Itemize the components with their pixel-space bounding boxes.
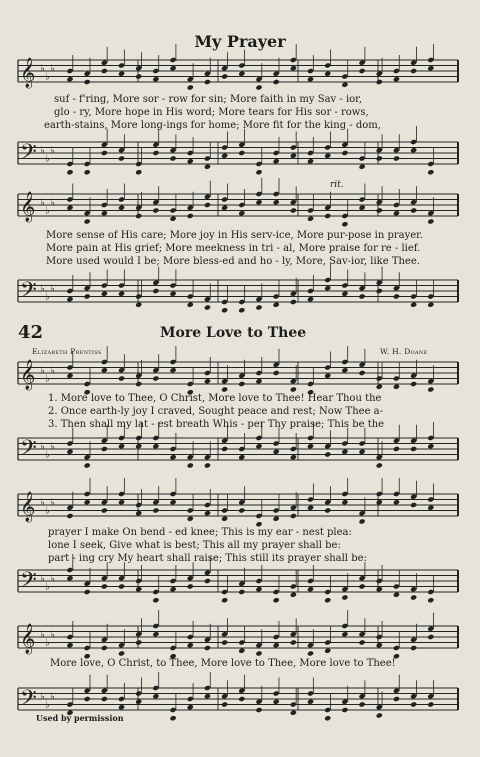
note-head — [238, 210, 245, 216]
note-head — [341, 367, 348, 373]
note-head — [118, 499, 125, 505]
note-head — [238, 696, 245, 702]
note-head — [359, 205, 366, 211]
note-head — [135, 586, 142, 592]
note-head — [135, 73, 142, 79]
note-head — [307, 158, 314, 164]
clef-symbol: 𝄢 — [20, 278, 37, 308]
note-head — [187, 642, 194, 648]
flat-sign: ♭ — [45, 71, 50, 83]
note-head — [66, 169, 73, 175]
note-head — [393, 210, 400, 216]
note-head — [221, 73, 228, 79]
note-head — [204, 164, 211, 170]
note-head — [187, 302, 194, 308]
note-head — [427, 443, 434, 449]
clef-symbol: 𝄢 — [20, 436, 37, 466]
note-head — [204, 462, 211, 468]
note-head — [135, 169, 142, 175]
note-head — [290, 710, 297, 716]
flat-sign: ♭ — [50, 283, 55, 295]
note-head — [187, 516, 194, 522]
note-head — [255, 443, 262, 449]
clef-symbol: 𝄢 — [20, 686, 37, 716]
flat-sign: ♭ — [50, 691, 55, 703]
note-head — [376, 586, 383, 592]
clef-symbol: 𝄞 — [20, 492, 36, 522]
note-head — [238, 589, 245, 595]
note-head — [359, 164, 366, 170]
note-head — [204, 79, 211, 85]
note-head — [359, 518, 366, 524]
note-head — [359, 370, 366, 376]
note-head — [273, 642, 280, 648]
note-head — [376, 288, 383, 294]
note-head — [101, 367, 108, 373]
note-head — [307, 586, 314, 592]
note-head — [135, 381, 142, 387]
note-head — [410, 68, 417, 74]
permission-note: Used by permission — [36, 713, 124, 723]
author-credit: Elizabeth Prentiss — [32, 347, 102, 356]
note-head — [238, 454, 245, 460]
note-head — [255, 84, 262, 90]
note-head — [324, 153, 331, 159]
note-head — [290, 299, 297, 305]
flat-sign: ♭ — [40, 497, 45, 509]
note-head — [170, 65, 177, 71]
note-head — [341, 499, 348, 505]
note-head — [255, 707, 262, 713]
flat-sign: ♭ — [45, 205, 50, 217]
note-head — [341, 221, 348, 227]
note-head — [84, 589, 91, 595]
note-head — [152, 693, 159, 699]
note-head — [204, 202, 211, 208]
flat-sign: ♭ — [50, 365, 55, 377]
note-head — [118, 155, 125, 161]
note-head — [324, 373, 331, 379]
note-head — [255, 169, 262, 175]
hymn-title: My Prayer — [194, 32, 286, 51]
note-head — [341, 150, 348, 156]
note-head — [170, 499, 177, 505]
note-head — [66, 642, 73, 648]
note-head — [187, 84, 194, 90]
note-head — [410, 701, 417, 707]
note-head — [84, 293, 91, 299]
flat-sign: ♭ — [40, 145, 45, 157]
flat-sign: ♭ — [40, 691, 45, 703]
note-head — [393, 384, 400, 390]
note-head — [170, 454, 177, 460]
note-head — [221, 597, 228, 603]
flat-sign: ♭ — [45, 505, 50, 517]
note-head — [290, 65, 297, 71]
clef-symbol: 𝄢 — [20, 568, 37, 598]
note-head — [84, 462, 91, 468]
note-head — [238, 507, 245, 513]
note-head — [221, 386, 228, 392]
note-head — [66, 373, 73, 379]
note-head — [238, 71, 245, 77]
note-head — [359, 68, 366, 74]
note-head — [152, 375, 159, 381]
note-head — [393, 293, 400, 299]
note-head — [170, 715, 177, 721]
note-head — [238, 307, 245, 313]
note-head — [393, 155, 400, 161]
note-head — [341, 82, 348, 88]
note-head — [359, 583, 366, 589]
note-head — [135, 302, 142, 308]
note-head — [255, 199, 262, 205]
note-head — [410, 147, 417, 153]
clef-symbol: 𝄞 — [20, 192, 36, 222]
flat-sign: ♭ — [45, 699, 50, 711]
note-head — [376, 499, 383, 505]
note-head — [273, 516, 280, 522]
flat-sign: ♭ — [40, 283, 45, 295]
flat-sign: ♭ — [50, 441, 55, 453]
note-head — [273, 199, 280, 205]
flat-sign: ♭ — [45, 153, 50, 165]
note-head — [66, 205, 73, 211]
note-head — [101, 507, 108, 513]
note-head — [290, 153, 297, 159]
note-head — [101, 68, 108, 74]
note-head — [427, 505, 434, 511]
note-head — [376, 642, 383, 648]
note-head — [204, 378, 211, 384]
note-head — [410, 502, 417, 508]
note-head — [376, 79, 383, 85]
note-head — [204, 645, 211, 651]
note-head — [170, 155, 177, 161]
note-head — [152, 631, 159, 637]
note-head — [238, 648, 245, 654]
note-head — [135, 510, 142, 516]
note-head — [152, 443, 159, 449]
note-head — [376, 384, 383, 390]
note-head — [290, 454, 297, 460]
note-head — [427, 218, 434, 224]
note-head — [427, 169, 434, 175]
hymn-number: 42 — [18, 322, 44, 343]
note-head — [101, 210, 108, 216]
note-head — [427, 597, 434, 603]
note-head — [359, 701, 366, 707]
note-head — [118, 71, 125, 77]
note-head — [410, 302, 417, 308]
note-head — [152, 288, 159, 294]
note-head — [427, 302, 434, 308]
note-head — [341, 631, 348, 637]
flat-sign: ♭ — [45, 449, 50, 461]
note-head — [204, 578, 211, 584]
note-head — [101, 150, 108, 156]
note-head — [324, 507, 331, 513]
flat-sign: ♭ — [45, 637, 50, 649]
flat-sign: ♭ — [40, 629, 45, 641]
note-head — [118, 583, 125, 589]
note-head — [187, 462, 194, 468]
clef-symbol: 𝄞 — [20, 360, 36, 390]
note-head — [324, 648, 331, 654]
tempo-marking: rit. — [330, 180, 344, 190]
note-head — [101, 446, 108, 452]
note-head — [84, 218, 91, 224]
flat-sign: ♭ — [45, 373, 50, 385]
note-head — [376, 207, 383, 213]
note-head — [393, 499, 400, 505]
note-head — [393, 446, 400, 452]
note-head — [290, 639, 297, 645]
note-head — [427, 65, 434, 71]
note-head — [341, 707, 348, 713]
note-head — [118, 291, 125, 297]
note-head — [187, 158, 194, 164]
flat-sign: ♭ — [45, 291, 50, 303]
note-head — [255, 650, 262, 656]
note-head — [118, 375, 125, 381]
flat-sign: ♭ — [50, 573, 55, 585]
note-head — [307, 699, 314, 705]
note-head — [221, 307, 228, 313]
note-head — [84, 696, 91, 702]
note-head — [427, 634, 434, 640]
note-head — [170, 586, 177, 592]
flat-sign: ♭ — [50, 497, 55, 509]
note-head — [221, 205, 228, 211]
note-head — [376, 712, 383, 718]
flat-sign: ♭ — [40, 63, 45, 75]
note-head — [307, 76, 314, 82]
note-head — [410, 207, 417, 213]
note-head — [307, 650, 314, 656]
clef-symbol: 𝄞 — [20, 58, 36, 88]
note-head — [101, 291, 108, 297]
note-head — [410, 446, 417, 452]
note-head — [84, 79, 91, 85]
note-head — [290, 207, 297, 213]
note-head — [238, 150, 245, 156]
note-head — [307, 296, 314, 302]
note-head — [221, 516, 228, 522]
note-head — [221, 446, 228, 452]
note-head — [324, 71, 331, 77]
flat-sign: ♭ — [40, 573, 45, 585]
note-head — [170, 367, 177, 373]
note-head — [66, 76, 73, 82]
note-head — [341, 291, 348, 297]
note-head — [152, 507, 159, 513]
note-head — [170, 216, 177, 222]
note-head — [66, 449, 73, 455]
flat-sign: ♭ — [50, 197, 55, 209]
note-head — [101, 583, 108, 589]
note-head — [152, 207, 159, 213]
note-head — [204, 304, 211, 310]
note-head — [393, 696, 400, 702]
note-head — [152, 597, 159, 603]
note-head — [324, 715, 331, 721]
composer-credit: W. H. Doane — [380, 347, 428, 356]
note-head — [376, 462, 383, 468]
note-head — [135, 699, 142, 705]
note-head — [273, 370, 280, 376]
flat-sign: ♭ — [40, 365, 45, 377]
note-head — [307, 216, 314, 222]
note-head — [359, 639, 366, 645]
note-head — [324, 451, 331, 457]
note-head — [187, 704, 194, 710]
note-head — [324, 285, 331, 291]
note-head — [152, 150, 159, 156]
note-head — [393, 76, 400, 82]
note-head — [307, 443, 314, 449]
note-head — [324, 597, 331, 603]
note-head — [255, 304, 262, 310]
note-head — [273, 449, 280, 455]
flat-sign: ♭ — [50, 629, 55, 641]
note-head — [273, 699, 280, 705]
note-head — [204, 510, 211, 516]
note-head — [410, 594, 417, 600]
note-head — [255, 378, 262, 384]
note-head — [324, 213, 331, 219]
note-head — [410, 381, 417, 387]
note-head — [101, 696, 108, 702]
note-head — [290, 513, 297, 519]
flat-sign: ♭ — [50, 63, 55, 75]
note-head — [118, 205, 125, 211]
note-head — [170, 291, 177, 297]
note-head — [84, 499, 91, 505]
note-head — [135, 213, 142, 219]
note-head — [393, 592, 400, 598]
note-head — [135, 443, 142, 449]
note-head — [341, 594, 348, 600]
note-head — [273, 597, 280, 603]
note-head — [84, 169, 91, 175]
flat-sign: ♭ — [40, 197, 45, 209]
note-head — [152, 76, 159, 82]
flat-sign: ♭ — [40, 441, 45, 453]
note-head — [118, 443, 125, 449]
flat-sign: ♭ — [45, 581, 50, 593]
note-head — [273, 302, 280, 308]
note-head — [307, 505, 314, 511]
note-head — [101, 645, 108, 651]
note-head — [341, 449, 348, 455]
note-head — [118, 704, 125, 710]
note-head — [273, 158, 280, 164]
note-head — [221, 639, 228, 645]
note-head — [221, 153, 228, 159]
note-head — [359, 293, 366, 299]
note-head — [255, 586, 262, 592]
flat-sign: ♭ — [50, 145, 55, 157]
note-head — [427, 386, 434, 392]
note-head — [427, 701, 434, 707]
note-head — [238, 381, 245, 387]
note-head — [221, 701, 228, 707]
note-head — [66, 575, 73, 581]
note-head — [187, 213, 194, 219]
note-head — [204, 693, 211, 699]
note-head — [187, 583, 194, 589]
note-head — [273, 79, 280, 85]
note-head — [290, 386, 297, 392]
note-head — [290, 592, 297, 598]
note-head — [66, 513, 73, 519]
clef-symbol: 𝄞 — [20, 624, 36, 654]
note-head — [135, 639, 142, 645]
hymn-title: More Love to Thee — [160, 325, 307, 341]
clef-symbol: 𝄢 — [20, 140, 37, 170]
note-head — [118, 650, 125, 656]
note-head — [359, 449, 366, 455]
note-head — [410, 645, 417, 651]
note-head — [66, 296, 73, 302]
note-head — [376, 155, 383, 161]
